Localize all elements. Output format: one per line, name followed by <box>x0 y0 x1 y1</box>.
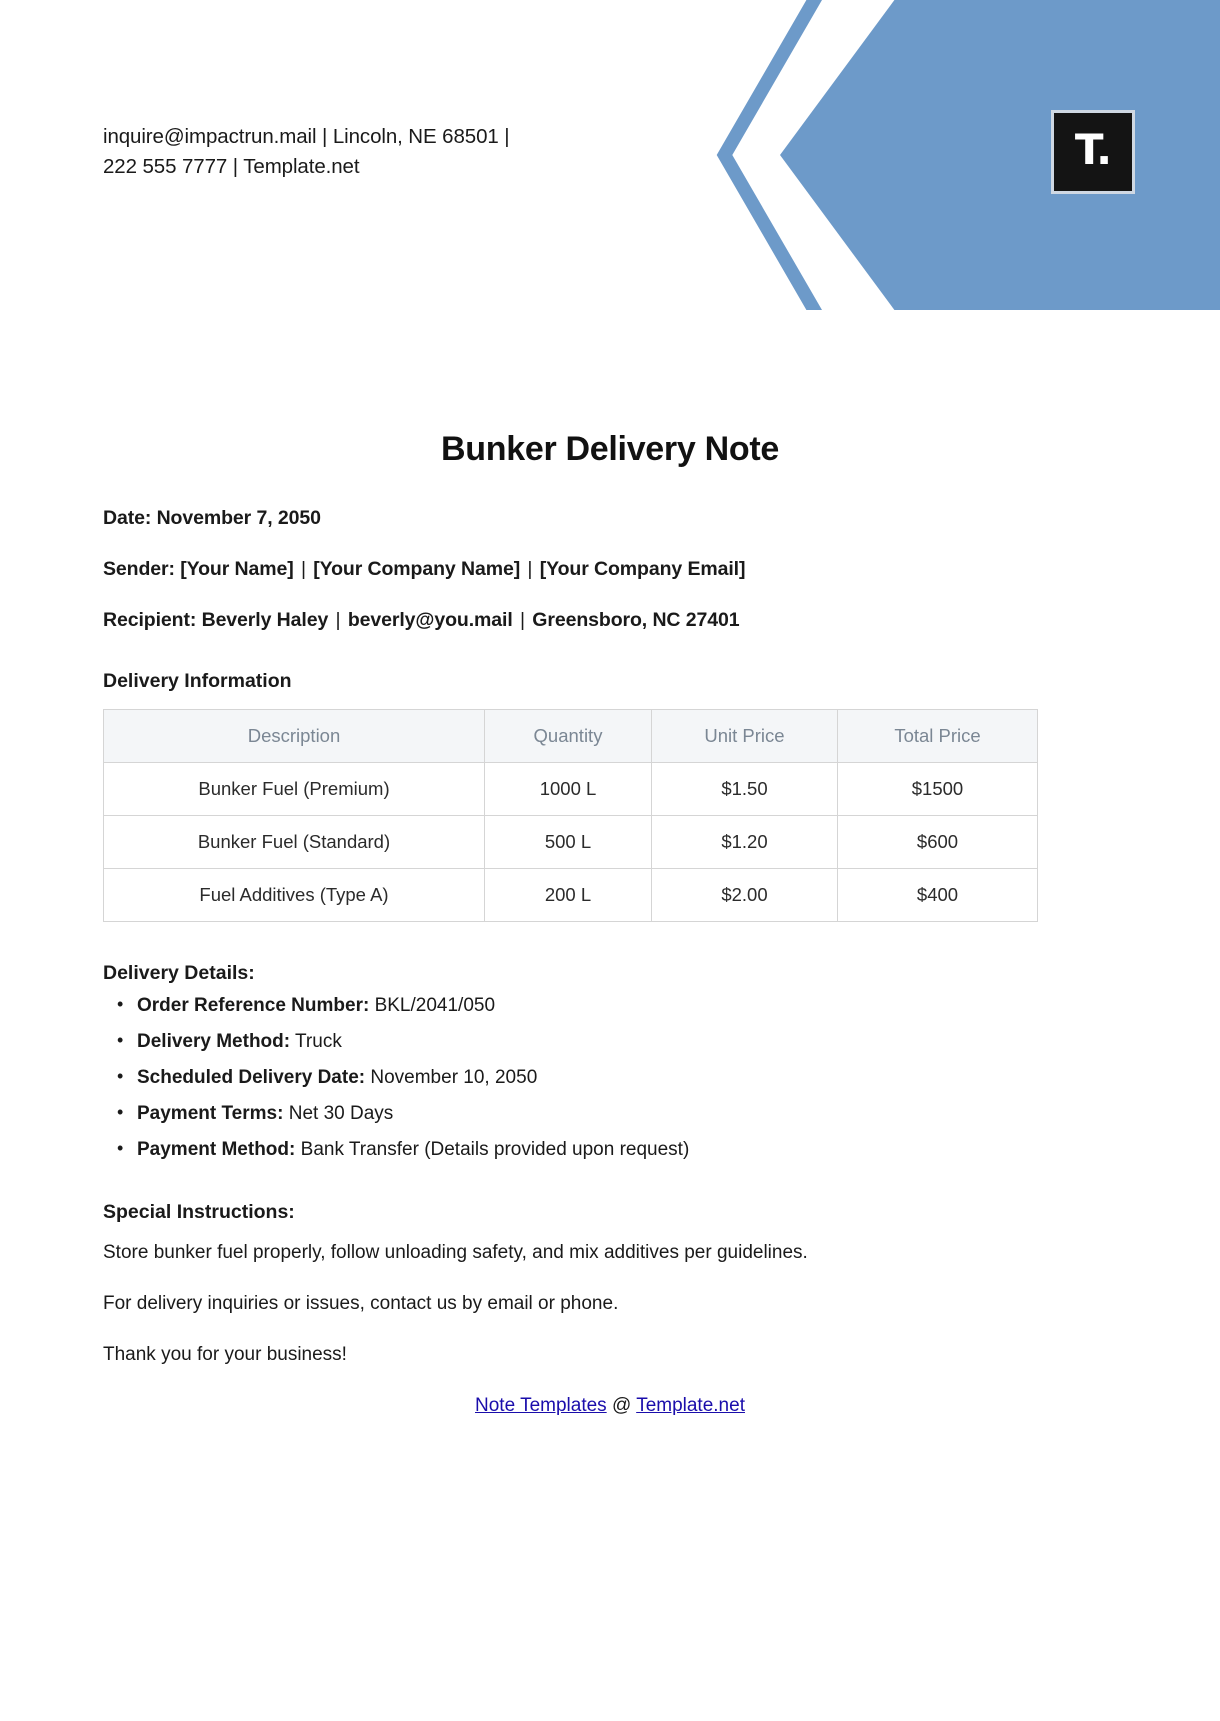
template-net-link[interactable]: Template.net <box>636 1395 745 1416</box>
list-item <box>137 995 1117 1017</box>
table-row <box>104 763 1038 816</box>
cell-description: Bunker Fuel (Premium) <box>104 763 485 816</box>
logo-text: T. <box>1074 125 1112 174</box>
recipient-separator-2: | <box>519 609 525 631</box>
date-line: Date: November 7, 2050 <box>103 507 321 529</box>
cell-unit-price: $1.20 <box>652 816 838 869</box>
sender-separator-2: | <box>527 558 533 580</box>
column-header-total-price: Total Price <box>838 710 1038 763</box>
table-header-row <box>104 710 1038 763</box>
company-contact-block <box>103 122 510 181</box>
detail-value: Net 30 Days <box>288 1103 394 1124</box>
column-header-unit-price: Unit Price <box>652 710 838 763</box>
detail-label: Order Reference Number: <box>137 995 370 1016</box>
sender-email: [Your Company Email] <box>539 558 746 580</box>
cell-quantity: 500 L <box>485 816 652 869</box>
special-instructions-heading: Special Instructions: <box>103 1201 295 1223</box>
special-instructions-paragraph-3: Thank you for your business! <box>103 1344 347 1365</box>
table-row <box>104 816 1038 869</box>
recipient-email: beverly@you.mail <box>347 609 513 631</box>
table-row <box>104 869 1038 922</box>
sender-line <box>103 558 1117 581</box>
delivery-details-list <box>103 995 1117 1161</box>
contact-line-1: inquire@impactrun.mail | Lincoln, NE 68501 | <box>103 125 510 148</box>
list-item <box>137 1103 1117 1125</box>
recipient-name: Recipient: Beverly Haley <box>103 609 329 631</box>
delivery-details-heading: Delivery Details: <box>103 962 255 984</box>
contact-line-2: 222 555 7777 | Template.net <box>103 154 360 178</box>
detail-value: Truck <box>295 1031 342 1052</box>
detail-label: Scheduled Delivery Date: <box>137 1067 366 1088</box>
cell-quantity: 200 L <box>485 869 652 922</box>
sender-company: [Your Company Name] <box>313 558 521 580</box>
delivery-information-table <box>103 709 1038 922</box>
document-body <box>0 430 1220 1417</box>
list-item <box>137 1139 1117 1161</box>
cell-total-price: $1500 <box>838 763 1038 816</box>
sender-name: Sender: [Your Name] <box>103 558 294 580</box>
company-logo <box>1051 110 1135 194</box>
detail-label: Payment Method: <box>137 1139 296 1160</box>
delivery-information-heading: Delivery Information <box>103 670 292 692</box>
detail-value: November 10, 2050 <box>370 1067 538 1088</box>
list-item <box>137 1067 1117 1089</box>
sender-separator-1: | <box>300 558 306 580</box>
detail-label: Delivery Method: <box>137 1031 291 1052</box>
recipient-line <box>103 609 1117 632</box>
cell-description: Bunker Fuel (Standard) <box>104 816 485 869</box>
recipient-address: Greensboro, NC 27401 <box>532 609 740 631</box>
footer-links <box>103 1395 1117 1417</box>
column-header-description: Description <box>104 710 485 763</box>
list-item <box>137 1031 1117 1053</box>
page-title: Bunker Delivery Note <box>441 430 779 468</box>
detail-label: Payment Terms: <box>137 1103 284 1124</box>
special-instructions-paragraph-1: Store bunker fuel properly, follow unloading safety, and mix additives per guidelines. <box>103 1242 808 1263</box>
cell-quantity: 1000 L <box>485 763 652 816</box>
special-instructions-paragraph-2: For delivery inquiries or issues, contact us by email or phone. <box>103 1293 619 1314</box>
footer-at-symbol: @ <box>611 1395 632 1416</box>
note-templates-link[interactable]: Note Templates <box>475 1395 607 1416</box>
detail-value: BKL/2041/050 <box>374 995 496 1016</box>
cell-total-price: $400 <box>838 869 1038 922</box>
cell-unit-price: $2.00 <box>652 869 838 922</box>
cell-total-price: $600 <box>838 816 1038 869</box>
cell-unit-price: $1.50 <box>652 763 838 816</box>
column-header-quantity: Quantity <box>485 710 652 763</box>
detail-value: Bank Transfer (Details provided upon request) <box>300 1139 690 1160</box>
recipient-separator-1: | <box>335 609 341 631</box>
cell-description: Fuel Additives (Type A) <box>104 869 485 922</box>
chevron-shape <box>780 0 1220 310</box>
